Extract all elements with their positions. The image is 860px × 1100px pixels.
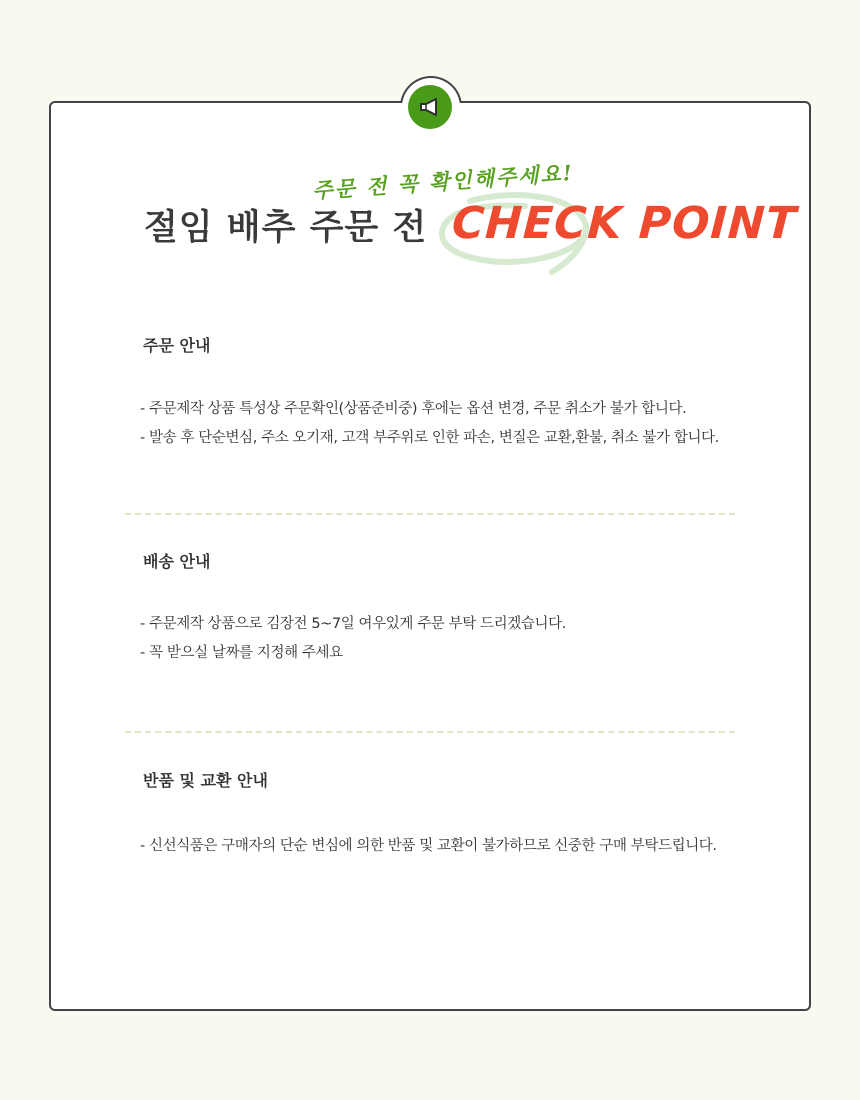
check-point-title: CHECK POINT [450, 198, 799, 249]
return-info-heading: 반품 및 교환 안내 [143, 771, 268, 790]
order-info-line-2: - 발송 후 단순변심, 주소 오기재, 고객 부주위로 인한 파손, 변질은 교환,환불, 취소 불가 합니다. [140, 430, 719, 446]
section-divider [125, 731, 735, 733]
order-info-heading: 주문 안내 [143, 336, 211, 355]
megaphone-icon [417, 96, 443, 118]
return-info-line-1: - 신선식품은 구매자의 단순 변심에 의한 반품 및 교환이 불가하므로 신중한 구매 부탁드립니다. [140, 838, 717, 854]
shipping-info-line-1: - 주문제작 상품으로 김장전 5~7일 여우있게 주문 부탁 드리겠습니다. [140, 616, 566, 632]
section-divider [125, 513, 735, 515]
shipping-info-line-2: - 꼭 받으실 날짜를 지정해 주세요 [140, 645, 343, 661]
header-subtitle: 주문 전 꼭 확인해주세요! [311, 159, 575, 204]
page-title: 절임 배추 주문 전 [144, 208, 428, 248]
order-info-line-1: - 주문제작 상품 특성상 주문확인(상품준비중) 후에는 옵션 변경, 주문 취소가 불가 합니다. [140, 401, 687, 417]
shipping-info-heading: 배송 안내 [143, 552, 211, 571]
megaphone-badge [408, 85, 452, 129]
